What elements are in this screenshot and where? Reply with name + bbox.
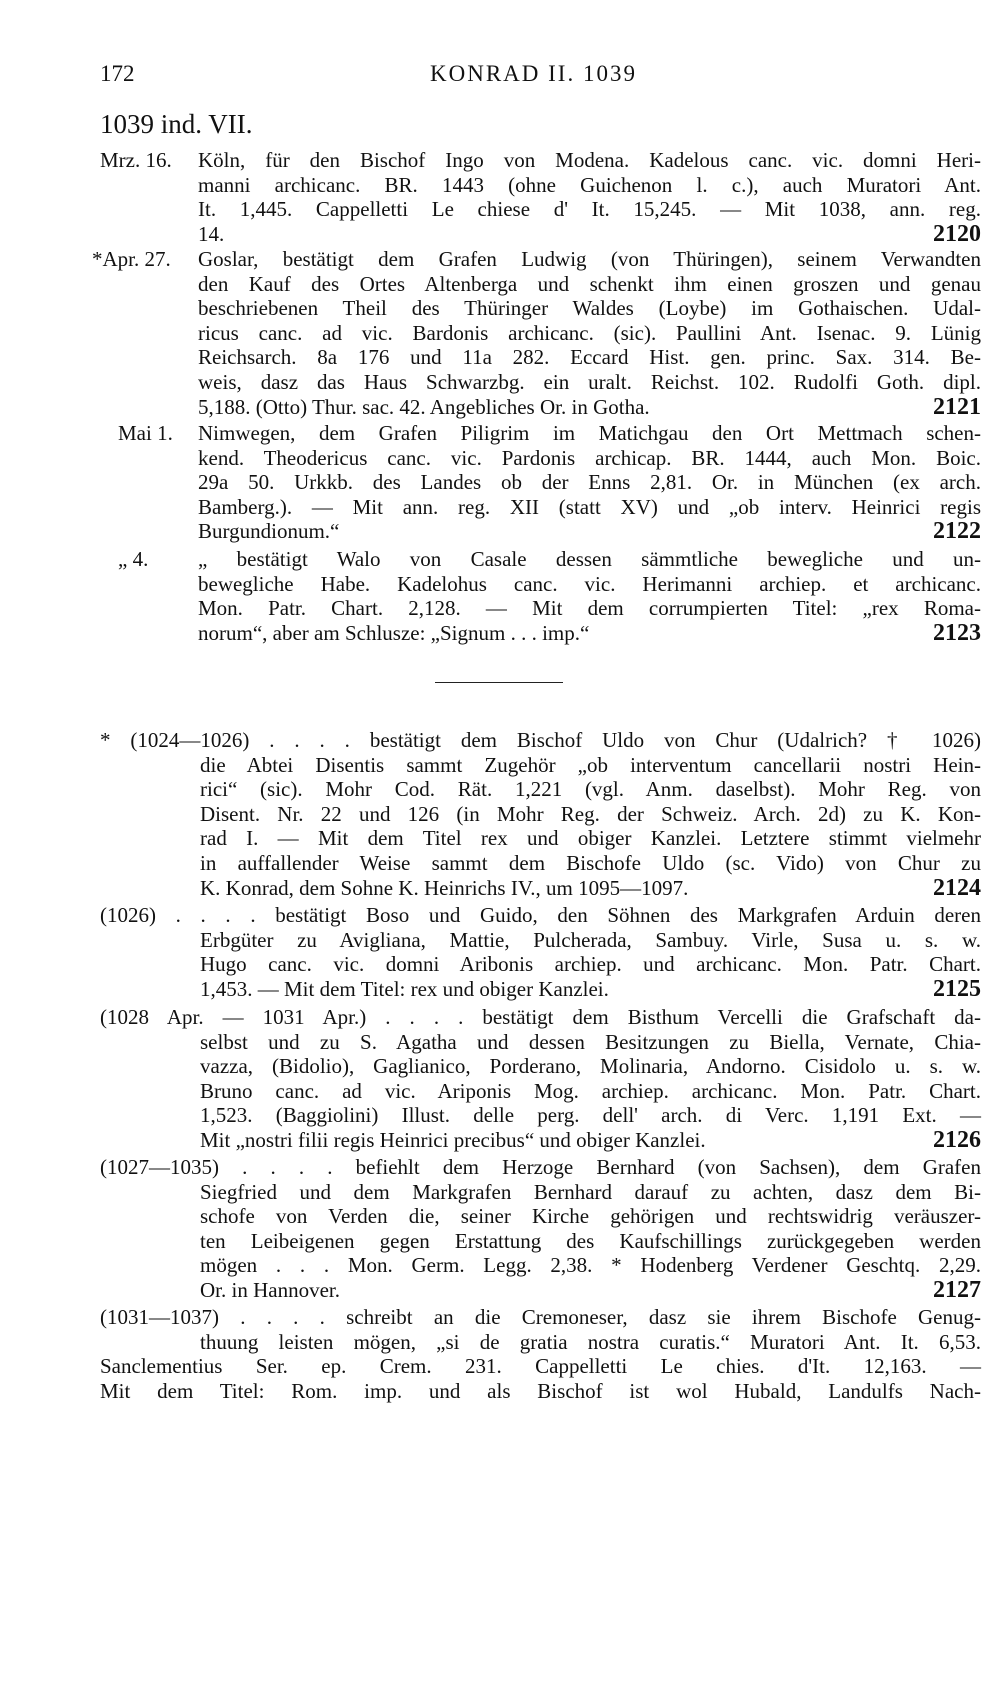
entry-line: 1,523. (Baggiolini) Illust. delle perg. dell' arch. di Verc. 1,191 Ext. — — [200, 1103, 981, 1128]
entry-line: ricus canc. ad vic. Bardonis archicanc. (sic). Paullini Ant. Isenac. 9. Lünig — [198, 320, 981, 345]
regest-entry — [100, 728, 981, 900]
regest-entry — [100, 1005, 981, 1153]
regest-number: 2124 — [933, 874, 981, 901]
entry-line: schofe von Verden die, seiner Kirche gehörigen und rechtswidrig veräuszer- — [200, 1204, 981, 1229]
entry-line: in auffallender Weise sammt dem Bischofe Uldo (sc. Vido) von Chur zu — [200, 850, 981, 875]
entry-line: Hugo canc. vic. domni Aribonis archiep. und archicanc. Mon. Patr. Chart. — [200, 952, 981, 977]
regest-entry — [100, 903, 981, 1001]
entry-line: Siegfried und dem Markgrafen Bernhard darauf zu achten, dasz dem Bi- — [200, 1179, 981, 1204]
entry-line: rici“ (sic). Mohr Cod. Rät. 1,221 (vgl. Anm. daselbst). Mohr Reg. von — [200, 777, 981, 802]
section-divider — [435, 682, 563, 683]
entry-line: manni archicanc. BR. 1443 (ohne Guichenon l. c.), auch Muratori Ant. — [198, 172, 981, 197]
page-number: 172 — [100, 61, 135, 86]
entry-line: beschriebenen Theil des Thüringer Waldes (Loybe) im Gothaischen. Udal- — [198, 296, 981, 321]
entry-date: *Apr. 27. — [92, 247, 171, 271]
entry-date: Mrz. 16. — [100, 148, 172, 172]
entry-line: kend. Theodericus canc. vic. Pardonis archicap. BR. 1444, auch Mon. Boic. — [198, 445, 981, 470]
entry-date: „ 4. — [118, 547, 149, 571]
regest-number: 2125 — [933, 975, 981, 1002]
entry-line: Sanclementius Ser. ep. Crem. 231. Cappelletti Le chies. d'It. 12,163. — — [100, 1354, 981, 1379]
regest-number: 2122 — [933, 518, 981, 545]
entry-line: (1028 Apr. — 1031 Apr.) . . . . bestätigt dem Bisthum Vercelli die Grafschaft da- — [100, 1005, 981, 1029]
entry-line: Disent. Nr. 22 und 126 (in Mohr Reg. der Schweiz. Arch. 2d) zu K. Kon- — [200, 801, 981, 826]
entry-line: Reichsarch. 8a 176 und 11a 282. Eccard Hist. gen. princ. Sax. 314. Be- — [198, 345, 981, 370]
entry-line: mögen . . . Mon. Germ. Legg. 2,38. * Hodenberg Verdener Geschtq. 2,29. — [200, 1253, 981, 1278]
regest-entry — [100, 547, 981, 645]
entry-line: selbst und zu S. Agatha und dessen Besitzungen zu Biella, Vernate, Chia- — [200, 1029, 981, 1054]
entry-date: Mai 1. — [118, 421, 173, 445]
entry-line: vazza, (Bidolio), Gaglianico, Porderano, Molinaria, Andorno. Cisidolo u. s. w. — [200, 1054, 981, 1079]
entry-line: K. Konrad, dem Sohne K. Heinrichs IV., um 1095—1097. — [200, 875, 689, 900]
entry-line: (1026) . . . . bestätigt Boso und Guido, den Söhnen des Markgrafen Arduin deren — [100, 903, 981, 927]
entry-line: Burgundionum.“ — [198, 519, 340, 544]
entry-line: 14. — [198, 221, 225, 246]
entry-line: bewegliche Habe. Kadelohus canc. vic. Herimanni archiep. et archicanc. — [198, 571, 981, 596]
entry-line: (1027—1035) . . . . befiehlt dem Herzoge Bernhard (von Sachsen), dem Grafen — [100, 1155, 981, 1179]
regest-entry — [100, 1305, 981, 1403]
entry-line: (1031—1037) . . . . schreibt an die Cremoneser, dasz sie ihrem Bischofe Genug- — [100, 1305, 981, 1329]
running-title: KONRAD II. 1039 — [430, 61, 637, 86]
regest-entry — [100, 1155, 981, 1303]
entry-line: Goslar, bestätigt dem Grafen Ludwig (von Thüringen), seinem Verwandten — [198, 247, 981, 271]
entry-line: Bamberg.). — Mit ann. reg. XII (statt XV) und „ob interv. Heinrici regis — [198, 494, 981, 519]
entry-line: norum“, aber am Schlusze: „Signum . . . imp.“ — [198, 620, 590, 645]
entry-line: Nimwegen, dem Grafen Piligrim im Matichgau den Ort Mettmach schen- — [198, 421, 981, 445]
regest-number: 2126 — [933, 1126, 981, 1153]
entry-line: Bruno canc. ad vic. Ariponis Mog. archiep. archicanc. Mon. Patr. Chart. — [200, 1078, 981, 1103]
regest-entry — [100, 148, 981, 246]
entry-line: thuung leisten mögen, „si de gratia nostra curatis.“ Muratori Ant. It. 6,53. — [200, 1329, 981, 1354]
entry-line: 1,453. — Mit dem Titel: rex und obiger Kanzlei. — [200, 976, 609, 1001]
entry-line: die Abtei Disentis sammt Zugehör „ob interventum cancellarii nostri Hein- — [200, 752, 981, 777]
regest-number: 2127 — [933, 1276, 981, 1303]
entry-line: Or. in Hannover. — [200, 1277, 340, 1302]
regest-entry — [100, 421, 981, 544]
entry-line: Mon. Patr. Chart. 2,128. — Mit dem corrumpierten Titel: „rex Roma- — [198, 596, 981, 621]
entry-line: ten Leibeigenen gegen Erstattung des Kaufschillings zurückgegeben werden — [200, 1228, 981, 1253]
entry-line: weis, dasz das Haus Schwarzbg. ein uralt. Reichst. 102. Rudolfi Goth. dipl. — [198, 369, 981, 394]
regest-number: 2120 — [933, 220, 981, 247]
entry-line: Köln, für den Bischof Ingo von Modena. Kadelous canc. vic. domni Heri- — [198, 148, 981, 172]
entry-line: rad I. — Mit dem Titel rex und obiger Kanzlei. Letztere stimmt vielmehr — [200, 826, 981, 851]
entry-line: Mit „nostri filii regis Heinrici precibus“ und obiger Kanzlei. — [200, 1127, 706, 1152]
entry-line: Erbgüter zu Avigliana, Mattie, Pulcherada, Sambuy. Virle, Susa u. s. w. — [200, 927, 981, 952]
entry-line: „ bestätigt Walo von Casale dessen sämmtliche bewegliche und un- — [198, 547, 981, 571]
regest-entry — [92, 247, 981, 420]
entry-line: * (1024—1026) . . . . bestätigt dem Bischof Uldo von Chur (Udalrich? † 1026) — [100, 728, 981, 752]
year-heading: 1039 ind. VII. — [100, 109, 253, 139]
entry-line: 5,188. (Otto) Thur. sac. 42. Angebliches Or. in Gotha. — [198, 394, 650, 419]
regest-number: 2121 — [933, 393, 981, 420]
entry-line: It. 1,445. Cappelletti Le chiese d' It. 15,245. — Mit 1038, ann. reg. — [198, 197, 981, 222]
regest-number: 2123 — [933, 619, 981, 646]
entry-line: Mit dem Titel: Rom. imp. und als Bischof ist wol Hubald, Landulfs Nach- — [100, 1378, 981, 1403]
entry-line: 29a 50. Urkkb. des Landes ob der Enns 2,81. Or. in München (ex arch. — [198, 470, 981, 495]
running-header — [100, 62, 660, 92]
entry-line: den Kauf des Ortes Altenberga und schenkt ihm einen groszen und genau — [198, 271, 981, 296]
